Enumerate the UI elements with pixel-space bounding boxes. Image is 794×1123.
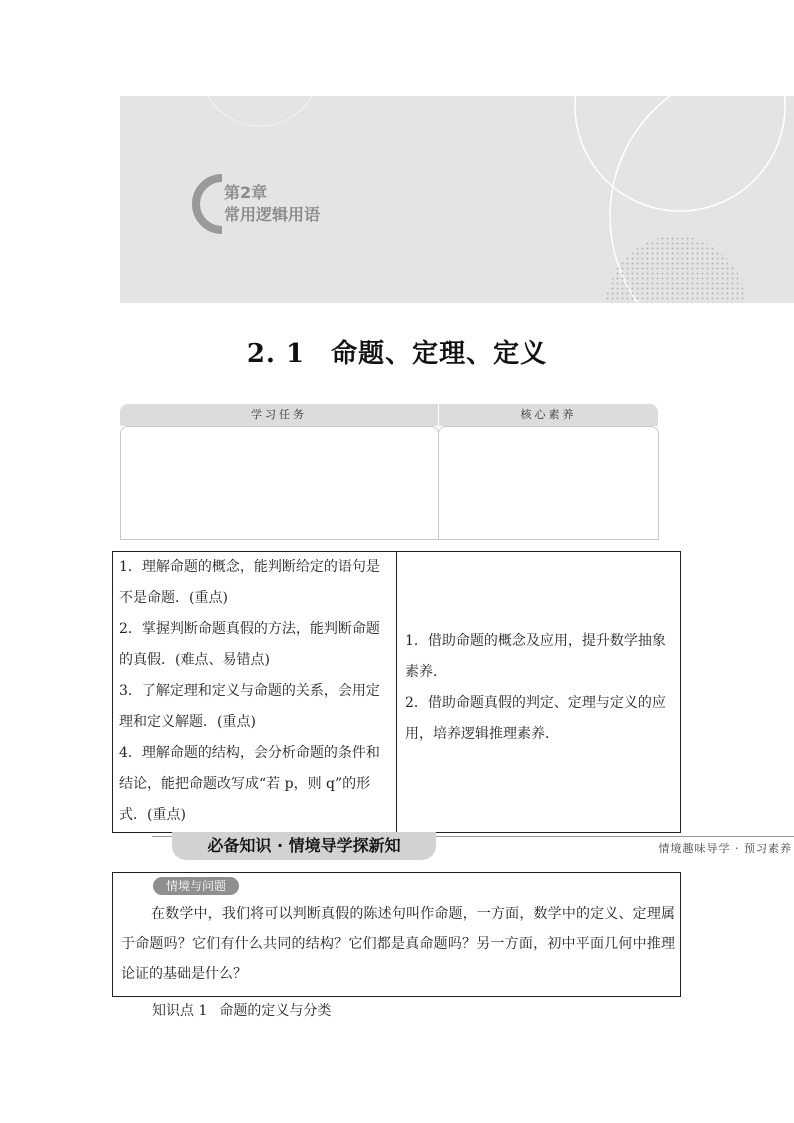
task-item: 3．了解定理和定义与命题的关系，会用定理和定义解题．(重点)	[119, 683, 380, 730]
literacy-item: 1．借助命题的概念及应用，提升数学抽象素养．	[405, 633, 666, 680]
knowledge-point-label: 知识点 1	[152, 1003, 208, 1019]
situation-tag: 情境与问题	[153, 877, 239, 895]
task-item: 4．理解命题的结构，会分析命题的条件和结论，能把命题改写成“若 p，则 q”的形式．(重点)	[119, 745, 380, 823]
tab-header-tasks: 学习任务	[120, 404, 438, 426]
chapter-number: 第2章	[224, 183, 268, 202]
task-item: 1．理解命题的概念，能判断给定的语句是不是命题．(重点)	[119, 559, 380, 606]
table-divider	[396, 552, 397, 832]
situation-text: 在数学中，我们将可以判断真假的陈述句叫作命题，一方面，数学中的定义、定理属于命题吗？它们有什么共同的结构？它们都是真命题吗？另一方面，初中平面几何中推理论证的基础是什么？	[121, 906, 675, 982]
knowledge-section-tag: 必备知识 · 情境导学探新知	[172, 832, 436, 860]
banner-dot-pattern	[600, 236, 760, 303]
knowledge-section-subtitle: 情境趣味导学 · 预习素养	[658, 842, 792, 855]
situation-box	[112, 872, 681, 997]
banner-circle-large	[575, 96, 785, 211]
section-title-text: 命题、定理、定义	[331, 339, 548, 369]
tab-header-literacy: 核心素养	[439, 404, 658, 426]
objectives-table	[112, 551, 681, 833]
tab-body-literacy	[438, 426, 659, 540]
banner-circle-small	[200, 96, 320, 126]
section-title	[0, 333, 794, 370]
chapter-name: 常用逻辑用语	[224, 205, 321, 224]
section-number: 2. 1	[246, 339, 306, 369]
literacy-item: 2．借助命题真假的判定、定理与定义的应用，培养逻辑推理素养．	[405, 695, 666, 742]
chapter-banner	[120, 96, 794, 303]
learning-tasks-cell	[119, 552, 393, 831]
knowledge-point-title: 命题的定义与分类	[219, 1003, 332, 1019]
knowledge-point-heading	[152, 1000, 331, 1020]
tab-body-tasks	[120, 426, 439, 540]
core-literacy-cell	[405, 626, 677, 750]
chapter-c-icon	[192, 174, 226, 234]
task-item: 2．掌握判断命题真假的方法，能判断命题的真假．(难点、易错点)	[119, 621, 380, 668]
